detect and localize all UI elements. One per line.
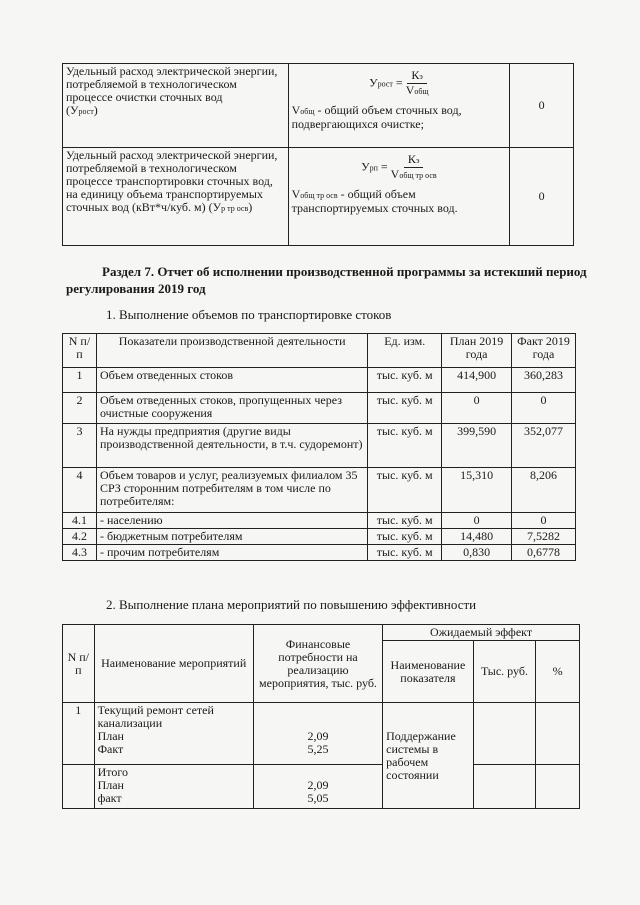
- cell-plan: 15,310: [442, 468, 512, 513]
- header-cell: N п/п: [63, 625, 95, 703]
- table-row: [63, 765, 580, 809]
- cell-indicator: Поддержание системы в рабочем состоянии: [383, 703, 474, 809]
- cell-n: 4.2: [63, 529, 97, 545]
- cell-n: 2: [63, 393, 97, 424]
- cell-plan: 14,480: [442, 529, 512, 545]
- cell-unit: тыс. куб. м: [368, 545, 442, 561]
- cell-pct: [536, 703, 580, 765]
- cell-rub: [473, 765, 536, 809]
- cell-fin: 2,09 5,05: [253, 765, 382, 809]
- indicator-value: 0: [510, 64, 574, 148]
- table-row: [63, 529, 576, 545]
- cell-n: 4.1: [63, 513, 97, 529]
- section-heading: Раздел 7. Отчет об исполнении производственной программы за истекший период регулирования 2019 год: [66, 264, 587, 296]
- cell-fact: 0: [512, 513, 576, 529]
- header-cell: Наименование показателя: [383, 641, 474, 703]
- table-row: [63, 424, 576, 468]
- table-row: [63, 148, 574, 246]
- header-cell: %: [536, 641, 580, 703]
- cell-name: - населению: [96, 513, 367, 529]
- cell-pct: [536, 765, 580, 809]
- volumes-table: [62, 333, 576, 561]
- subsection-title-1: 1. Выполнение объемов по транспортировке стоков: [106, 307, 392, 322]
- indicator-formula: Урост = $\frac{Кэ}{\text{Vобщ}}$ Vобщ - общий объем сточных вод, подвергающихся очистке;: [288, 64, 510, 148]
- cell-plan: 0: [442, 513, 512, 529]
- efficiency-indicators-table: [62, 63, 574, 246]
- cell-unit: тыс. куб. м: [368, 393, 442, 424]
- indicator-label: Удельный расход электрической энергии, потребляемой в технологическом процессе транспортировки сточных вод, на единицу объема транспортируемых сточных вод (кВт*ч/куб. м) (Ур тр осв): [63, 148, 289, 246]
- cell-rub: [473, 703, 536, 765]
- header-cell: Факт 2019 года: [512, 334, 576, 368]
- cell-name: - прочим потребителям: [96, 545, 367, 561]
- cell-n: 3: [63, 424, 97, 468]
- cell-fact: 360,283: [512, 368, 576, 393]
- header-cell: Финансовые потребности на реализацию мероприятия, тыс. руб.: [253, 625, 382, 703]
- table-header-row: [63, 334, 576, 368]
- table-row: [63, 468, 576, 513]
- indicator-formula: Урп = $\frac{Кэ}{\text{Vобщ тр осв}}$ Vобщ тр осв - общий объем транспортируемых сточных вод.: [288, 148, 510, 246]
- indicator-label: Удельный расход электрической энергии, потребляемой в технологическом процессе очистки сточных вод (Урост): [63, 64, 289, 148]
- cell-name: На нужды предприятия (другие виды производственной деятельности, в т.ч. судоремонт): [96, 424, 367, 468]
- table-row: [63, 703, 580, 765]
- cell-fact: 8,206: [512, 468, 576, 513]
- cell-name: Объем отведенных стоков: [96, 368, 367, 393]
- header-cell: Показатели производственной деятельности: [96, 334, 367, 368]
- table-row: [63, 545, 576, 561]
- cell-name: Объем товаров и услуг, реализуемых филиалом 35 СРЗ сторонним потребителям в том числе по потребителям:: [96, 468, 367, 513]
- cell-unit: тыс. куб. м: [368, 513, 442, 529]
- measures-table: [62, 624, 580, 809]
- header-cell: N п/п: [63, 334, 97, 368]
- cell-fact: 7,5282: [512, 529, 576, 545]
- cell-fact: 352,077: [512, 424, 576, 468]
- cell-n: [63, 765, 95, 809]
- header-cell: Ожидаемый эффект: [383, 625, 580, 641]
- table-row: [63, 513, 576, 529]
- cell-unit: тыс. куб. м: [368, 468, 442, 513]
- cell-n: 4.3: [63, 545, 97, 561]
- cell-n: 1: [63, 368, 97, 393]
- cell-unit: тыс. куб. м: [368, 368, 442, 393]
- header-cell: План 2019 года: [442, 334, 512, 368]
- header-cell: Тыс. руб.: [473, 641, 536, 703]
- table-row: [63, 393, 576, 424]
- cell-unit: тыс. куб. м: [368, 424, 442, 468]
- cell-plan: 414,900: [442, 368, 512, 393]
- cell-name: Объем отведенных стоков, пропущенных через очистные сооружения: [96, 393, 367, 424]
- cell-n: 4: [63, 468, 97, 513]
- indicator-value: 0: [510, 148, 574, 246]
- table-row: [63, 368, 576, 393]
- cell-fact: 0,6778: [512, 545, 576, 561]
- table-header-row: [63, 625, 580, 641]
- cell-unit: тыс. куб. м: [368, 529, 442, 545]
- cell-name: Итого План факт: [94, 765, 253, 809]
- cell-fin: 2,09 5,25: [253, 703, 382, 765]
- cell-n: 1: [63, 703, 95, 765]
- header-cell: Ед. изм.: [368, 334, 442, 368]
- cell-fact: 0: [512, 393, 576, 424]
- subsection-title-2: 2. Выполнение плана мероприятий по повышению эффективности: [106, 597, 477, 612]
- cell-name: Текущий ремонт сетей канализации План Факт: [94, 703, 253, 765]
- header-cell: Наименование мероприятий: [94, 625, 253, 703]
- cell-plan: 0: [442, 393, 512, 424]
- table-row: [63, 64, 574, 148]
- cell-name: - бюджетным потребителям: [96, 529, 367, 545]
- cell-plan: 0,830: [442, 545, 512, 561]
- cell-plan: 399,590: [442, 424, 512, 468]
